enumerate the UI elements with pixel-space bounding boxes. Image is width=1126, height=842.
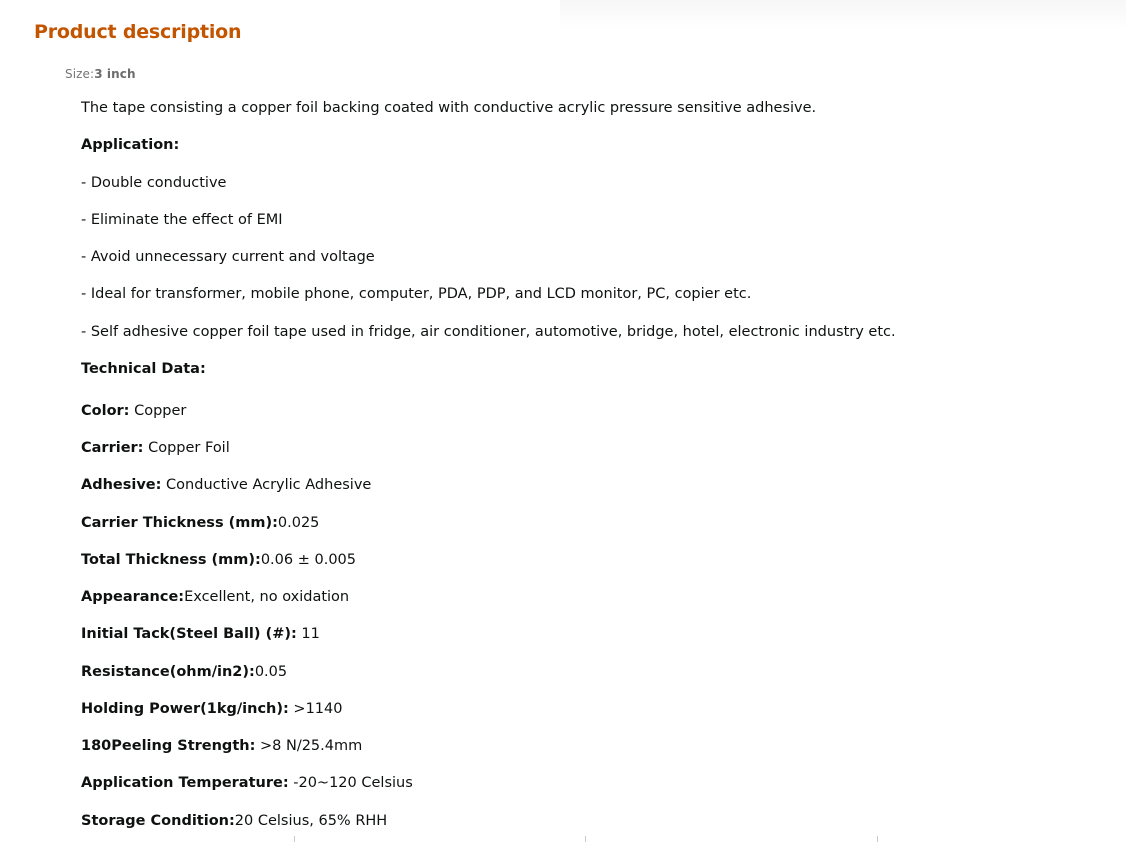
spec-value: 11 — [296, 626, 320, 642]
spec-value: 0.05 — [254, 664, 288, 680]
size-variant-label — [65, 66, 136, 82]
application-item: - Eliminate the effect of EMI — [81, 212, 283, 228]
spec-row — [81, 550, 356, 570]
spec-label: 180Peeling Strength: — [81, 738, 256, 754]
spec-row — [81, 475, 371, 495]
spec-row — [81, 624, 320, 644]
section-title: Product description — [34, 21, 242, 43]
spec-row — [81, 736, 362, 756]
spec-value: >8 N/25.4mm — [255, 738, 363, 754]
spec-label: Adhesive: — [81, 477, 162, 493]
spec-row — [81, 587, 349, 607]
spec-row — [81, 811, 387, 831]
size-label: Size: — [65, 67, 95, 81]
divider-tick — [294, 836, 295, 842]
application-item: - Double conductive — [81, 175, 227, 191]
spec-row — [81, 773, 413, 793]
application-item: - Ideal for transformer, mobile phone, computer, PDA, PDP, and LCD monitor, PC, copier etc. — [81, 286, 752, 302]
spec-label: Resistance(ohm/in2): — [81, 664, 255, 680]
spec-row — [81, 438, 230, 458]
spec-value: Conductive Acrylic Adhesive — [161, 477, 372, 493]
spec-value: 20 Celsius, 65% RHH — [234, 813, 388, 829]
spec-row — [81, 401, 186, 421]
spec-label: Total Thickness (mm): — [81, 552, 261, 568]
application-heading: Application: — [81, 137, 180, 153]
application-item: - Self adhesive copper foil tape used in fridge, air conditioner, automotive, bridge, hotel, electronic industry etc. — [81, 324, 896, 340]
divider-tick — [585, 836, 586, 842]
spec-row — [81, 513, 319, 533]
application-item: - Avoid unnecessary current and voltage — [81, 249, 375, 265]
spec-value: -20~120 Celsius — [288, 775, 413, 791]
spec-row — [81, 662, 287, 682]
spec-value: Copper Foil — [143, 440, 230, 456]
spec-row — [81, 699, 342, 719]
header-shadow — [560, 0, 1126, 30]
spec-label: Carrier Thickness (mm): — [81, 515, 278, 531]
spec-value: >1140 — [288, 701, 343, 717]
divider-tick — [877, 836, 878, 842]
technical-heading: Technical Data: — [81, 361, 206, 377]
spec-label: Application Temperature: — [81, 775, 289, 791]
spec-value: 0.06 ± 0.005 — [260, 552, 356, 568]
spec-label: Initial Tack(Steel Ball) (#): — [81, 626, 297, 642]
spec-label: Storage Condition: — [81, 813, 235, 829]
spec-label: Color: — [81, 403, 130, 419]
size-value: 3 inch — [94, 67, 136, 81]
spec-label: Appearance: — [81, 589, 185, 605]
spec-label: Carrier: — [81, 440, 144, 456]
spec-value: Copper — [129, 403, 187, 419]
spec-label: Holding Power(1kg/inch): — [81, 701, 289, 717]
intro-text: The tape consisting a copper foil backing coated with conductive acrylic pressure sensitive adhesive. — [81, 100, 817, 116]
spec-value: 0.025 — [277, 515, 320, 531]
spec-value: Excellent, no oxidation — [184, 589, 350, 605]
